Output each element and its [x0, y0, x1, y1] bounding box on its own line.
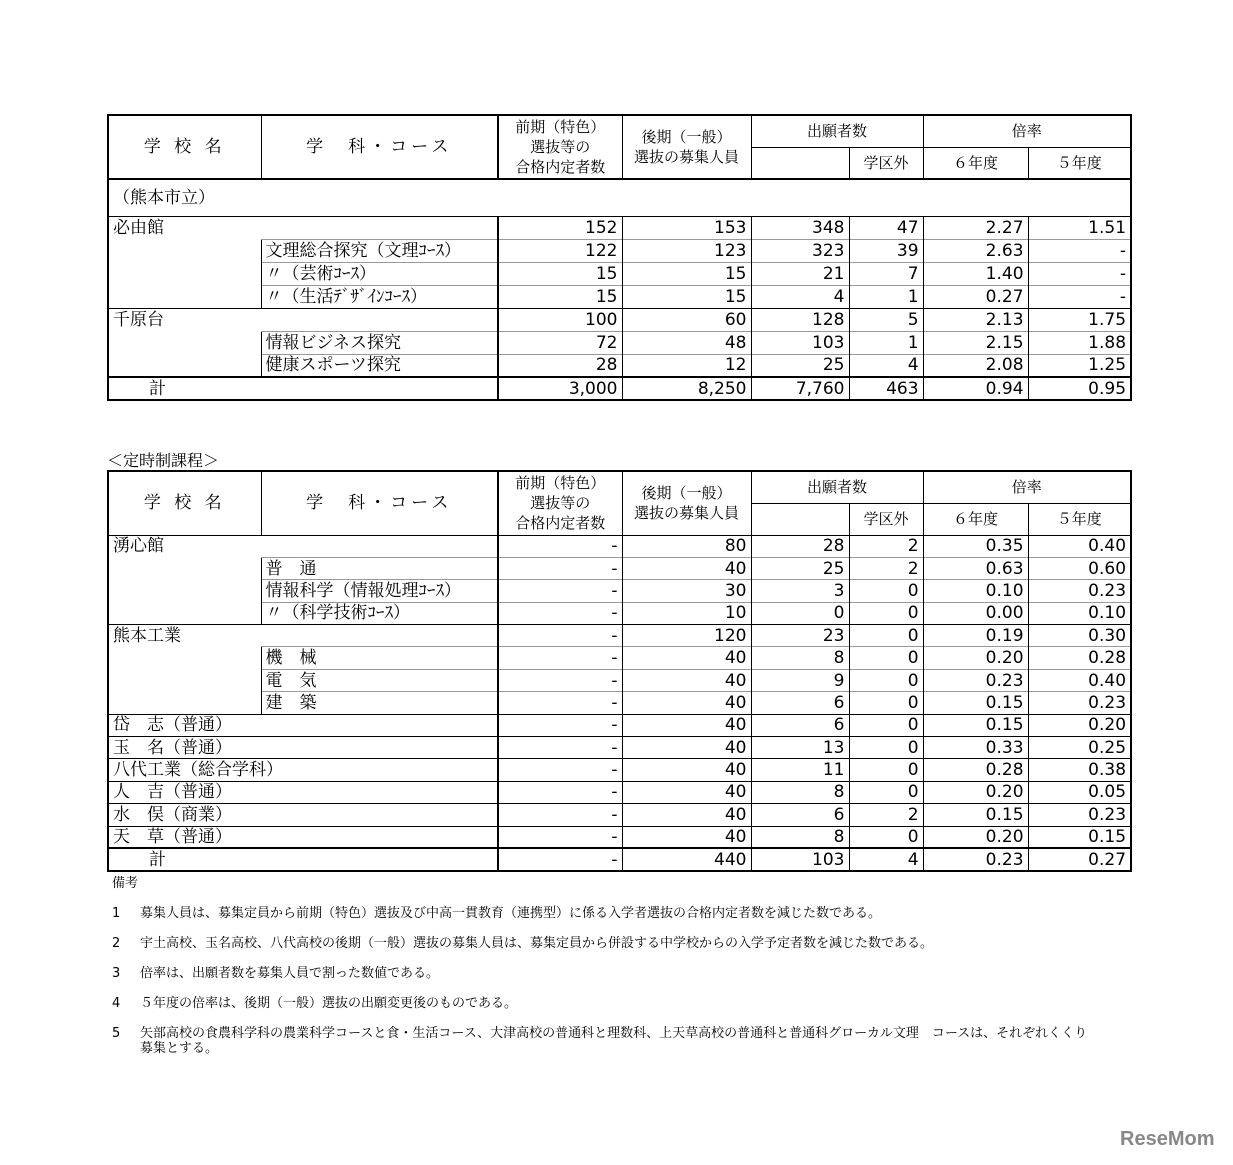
header-late: 後期（一般） 選抜の募集人員	[622, 471, 751, 535]
value-cell: 9	[751, 669, 849, 691]
value-cell: 47	[849, 216, 923, 239]
value-cell: 12	[622, 354, 751, 377]
value-cell: -	[498, 781, 622, 803]
value-cell: 0.30	[1028, 625, 1131, 647]
value-cell: 4	[751, 285, 849, 308]
value-cell: 0.20	[1028, 714, 1131, 736]
group-label: （熊本市立）	[108, 179, 1131, 216]
value-cell: 103	[751, 331, 849, 354]
value-cell: 152	[498, 216, 622, 239]
school-name: 必由館	[108, 216, 498, 239]
note-text: 倍率は、出願者数を募集人員で割った数値である。	[140, 966, 440, 981]
table-row	[108, 216, 1131, 239]
table-row	[108, 826, 1131, 848]
empty-cell	[108, 331, 261, 354]
notes	[112, 876, 1090, 1056]
watermark-logo: ReseMom	[1120, 1128, 1215, 1150]
value-cell: 2	[849, 535, 923, 557]
empty-cell	[108, 692, 261, 714]
value-cell: 40	[622, 647, 751, 669]
value-cell: 0.25	[1028, 737, 1131, 759]
value-cell: 2.13	[923, 308, 1028, 331]
value-cell: 0.20	[923, 647, 1028, 669]
note-number: 4	[112, 996, 121, 1011]
value-cell: 40	[622, 557, 751, 579]
empty-cell	[108, 239, 261, 262]
value-cell: 48	[622, 331, 751, 354]
value-cell: -	[498, 692, 622, 714]
note-item	[112, 936, 1090, 951]
value-cell: 0.19	[923, 625, 1028, 647]
value-cell: 463	[849, 377, 923, 400]
value-cell: 72	[498, 331, 622, 354]
course-name: 〃（生活ﾃﾞｻﾞｲﾝｺｰｽ）	[261, 285, 498, 308]
value-cell: 8	[751, 826, 849, 848]
value-cell: 4	[849, 354, 923, 377]
value-cell: 0.23	[923, 669, 1028, 691]
value-cell: 0	[849, 781, 923, 803]
value-cell: -	[498, 580, 622, 602]
note-text: 募集人員は、募集定員から前期（特色）選抜及び中高一貫教育（連携型）に係る入学者選抜の合格内定者数を減じた数である。	[140, 906, 882, 921]
table-row	[108, 669, 1131, 691]
value-cell: 40	[622, 804, 751, 826]
header-applicants-total	[751, 147, 849, 179]
value-cell: 0	[849, 647, 923, 669]
value-cell: 2.08	[923, 354, 1028, 377]
value-cell: 7	[849, 262, 923, 285]
header-ratio: 倍率	[923, 471, 1131, 503]
value-cell: 13	[751, 737, 849, 759]
value-cell: 2	[849, 557, 923, 579]
value-cell: 0.05	[1028, 781, 1131, 803]
value-cell: 25	[751, 354, 849, 377]
value-cell: 0.15	[1028, 826, 1131, 848]
table-row	[108, 535, 1131, 557]
header-ratio-r5: ５年度	[1028, 147, 1131, 179]
school-name: 人 吉（普通）	[108, 781, 498, 803]
value-cell: 0.15	[923, 714, 1028, 736]
empty-cell	[108, 602, 261, 624]
value-cell: -	[498, 625, 622, 647]
value-cell: 15	[622, 262, 751, 285]
empty-cell	[108, 647, 261, 669]
value-cell: 0.27	[1028, 848, 1131, 870]
value-cell: 153	[622, 216, 751, 239]
school-name: 千原台	[108, 308, 498, 331]
value-cell: 6	[751, 692, 849, 714]
value-cell: -	[498, 602, 622, 624]
header-ratio: 倍率	[923, 115, 1131, 147]
total-label: 計	[108, 377, 498, 400]
header-applicants: 出願者数	[751, 115, 923, 147]
value-cell: 0.94	[923, 377, 1028, 400]
value-cell: 0.95	[1028, 377, 1131, 400]
table-row	[108, 625, 1131, 647]
value-cell: 11	[751, 759, 849, 781]
value-cell: 1	[849, 285, 923, 308]
value-cell: 1.40	[923, 262, 1028, 285]
value-cell: 0.60	[1028, 557, 1131, 579]
note-number: 1	[112, 906, 121, 921]
value-cell: 4	[849, 848, 923, 870]
school-name: 岱 志（普通）	[108, 714, 498, 736]
value-cell: 0.15	[923, 804, 1028, 826]
note-text: 宇土高校、玉名高校、八代高校の後期（一般）選抜の募集人員は、募集定員から併設する中学校からの入学予定者数を減じた数である。	[140, 936, 934, 951]
course-name: 〃（科学技術ｺｰｽ）	[261, 602, 498, 624]
table-row	[108, 239, 1131, 262]
school-name: 玉 名（普通）	[108, 737, 498, 759]
value-cell: 122	[498, 239, 622, 262]
course-name: 情報ビジネス探究	[261, 331, 498, 354]
value-cell: -	[498, 714, 622, 736]
value-cell: -	[498, 737, 622, 759]
header-early: 前期（特色） 選抜等の 合格内定者数	[498, 471, 622, 535]
value-cell: 0	[849, 826, 923, 848]
value-cell: -	[498, 669, 622, 691]
value-cell: 128	[751, 308, 849, 331]
value-cell: 30	[622, 580, 751, 602]
value-cell: 60	[622, 308, 751, 331]
header-course: 学 科・コース	[261, 471, 498, 535]
section-title: ＜定時制課程＞	[107, 451, 220, 470]
value-cell: 0.00	[923, 602, 1028, 624]
empty-cell	[108, 285, 261, 308]
table-row	[108, 759, 1131, 781]
value-cell: 15	[498, 285, 622, 308]
header-outside: 学区外	[849, 503, 923, 535]
table-row	[108, 377, 1131, 400]
value-cell: 0	[849, 669, 923, 691]
value-cell: 8	[751, 781, 849, 803]
value-cell: 2	[849, 804, 923, 826]
note-number: 5	[112, 1026, 121, 1041]
table-row	[108, 308, 1131, 331]
value-cell: 1.51	[1028, 216, 1131, 239]
header-school: 学 校 名	[108, 115, 261, 179]
value-cell: -	[498, 826, 622, 848]
course-name: 建 築	[261, 692, 498, 714]
value-cell: -	[1028, 239, 1131, 262]
value-cell: -	[498, 804, 622, 826]
value-cell: 40	[622, 826, 751, 848]
table-row	[108, 692, 1131, 714]
value-cell: 0	[751, 602, 849, 624]
value-cell: 0.33	[923, 737, 1028, 759]
empty-cell	[108, 557, 261, 579]
school-name: 水 俣（商業）	[108, 804, 498, 826]
value-cell: 0.20	[923, 826, 1028, 848]
empty-cell	[108, 262, 261, 285]
value-cell: 40	[622, 781, 751, 803]
value-cell: 0.10	[1028, 602, 1131, 624]
empty-cell	[108, 354, 261, 377]
value-cell: 40	[622, 759, 751, 781]
table-row	[108, 331, 1131, 354]
value-cell: -	[498, 759, 622, 781]
value-cell: 2.15	[923, 331, 1028, 354]
table-row	[108, 557, 1131, 579]
value-cell: 8	[751, 647, 849, 669]
course-name: 健康スポーツ探究	[261, 354, 498, 377]
table-row	[108, 354, 1131, 377]
school-name: 八代工業（総合学科）	[108, 759, 498, 781]
value-cell: 0.28	[923, 759, 1028, 781]
table-row	[108, 848, 1131, 870]
header-late: 後期（一般） 選抜の募集人員	[622, 115, 751, 179]
table-row	[108, 781, 1131, 803]
value-cell: 1.88	[1028, 331, 1131, 354]
course-name: 電 気	[261, 669, 498, 691]
value-cell: 80	[622, 535, 751, 557]
value-cell: 348	[751, 216, 849, 239]
value-cell: 440	[622, 848, 751, 870]
part-time-table	[107, 470, 1132, 872]
value-cell: 2.63	[923, 239, 1028, 262]
table-row	[108, 580, 1131, 602]
value-cell: 40	[622, 692, 751, 714]
header-ratio-r5: ５年度	[1028, 503, 1131, 535]
school-name: 天 草（普通）	[108, 826, 498, 848]
value-cell: 0.15	[923, 692, 1028, 714]
value-cell: 0.23	[1028, 804, 1131, 826]
value-cell: 0.23	[1028, 580, 1131, 602]
note-item	[112, 966, 1090, 981]
value-cell: -	[498, 647, 622, 669]
value-cell: 1.75	[1028, 308, 1131, 331]
value-cell: 0.38	[1028, 759, 1131, 781]
value-cell: 1	[849, 331, 923, 354]
header-applicants-total	[751, 503, 849, 535]
table-row	[108, 647, 1131, 669]
school-name: 熊本工業	[108, 625, 498, 647]
empty-cell	[108, 580, 261, 602]
school-name: 湧心館	[108, 535, 498, 557]
empty-cell	[108, 669, 261, 691]
value-cell: 0.27	[923, 285, 1028, 308]
table-row	[108, 804, 1131, 826]
value-cell: 0.23	[1028, 692, 1131, 714]
table-row	[108, 262, 1131, 285]
course-name: 〃（芸術ｺｰｽ）	[261, 262, 498, 285]
value-cell: 28	[498, 354, 622, 377]
table-row	[108, 285, 1131, 308]
value-cell: 0.40	[1028, 669, 1131, 691]
value-cell: 23	[751, 625, 849, 647]
value-cell: 120	[622, 625, 751, 647]
table-row	[108, 602, 1131, 624]
value-cell: 0.23	[923, 848, 1028, 870]
header-ratio-r6: ６年度	[923, 147, 1028, 179]
value-cell: -	[498, 557, 622, 579]
header-outside: 学区外	[849, 147, 923, 179]
note-text: ５年度の倍率は、後期（一般）選抜の出願変更後のものである。	[140, 996, 518, 1011]
header-course: 学 科・コース	[261, 115, 498, 179]
value-cell: 2.27	[923, 216, 1028, 239]
value-cell: 28	[751, 535, 849, 557]
note-number: 3	[112, 966, 121, 981]
value-cell: 7,760	[751, 377, 849, 400]
course-name: 普 通	[261, 557, 498, 579]
full-time-table	[107, 114, 1132, 401]
value-cell: 0	[849, 692, 923, 714]
header-applicants: 出願者数	[751, 471, 923, 503]
header-ratio-r6: ６年度	[923, 503, 1028, 535]
value-cell: 39	[849, 239, 923, 262]
table-row	[108, 714, 1131, 736]
course-name: 情報科学（情報処理ｺｰｽ）	[261, 580, 498, 602]
value-cell: 5	[849, 308, 923, 331]
value-cell: 0.10	[923, 580, 1028, 602]
value-cell: 0.20	[923, 781, 1028, 803]
note-item	[112, 906, 1090, 921]
value-cell: -	[498, 535, 622, 557]
course-name: 機 械	[261, 647, 498, 669]
note-item	[112, 996, 1090, 1011]
value-cell: 0.63	[923, 557, 1028, 579]
value-cell: 6	[751, 804, 849, 826]
value-cell: 10	[622, 602, 751, 624]
value-cell: 21	[751, 262, 849, 285]
value-cell: 40	[622, 669, 751, 691]
value-cell: 0	[849, 737, 923, 759]
value-cell: 6	[751, 714, 849, 736]
header-early: 前期（特色） 選抜等の 合格内定者数	[498, 115, 622, 179]
value-cell: 3,000	[498, 377, 622, 400]
notes-title: 備考	[112, 876, 139, 891]
course-name: 文理総合探究（文理ｺｰｽ）	[261, 239, 498, 262]
value-cell: 0	[849, 714, 923, 736]
value-cell: -	[1028, 285, 1131, 308]
value-cell: 0	[849, 625, 923, 647]
value-cell: 25	[751, 557, 849, 579]
value-cell: 103	[751, 848, 849, 870]
value-cell: 15	[498, 262, 622, 285]
note-text: 矢部高校の食農科学科の農業科学コースと食・生活コース、大津高校の普通科と理数科、上天草高校の普通科と普通科グローカル文理 コースは、それぞれくくり募集とする。	[140, 1026, 1088, 1056]
value-cell: 8,250	[622, 377, 751, 400]
value-cell: 40	[622, 714, 751, 736]
value-cell: 40	[622, 737, 751, 759]
header-school: 学 校 名	[108, 471, 261, 535]
table-row	[108, 737, 1131, 759]
value-cell: -	[498, 848, 622, 870]
value-cell: 1.25	[1028, 354, 1131, 377]
value-cell: 0	[849, 580, 923, 602]
value-cell: 123	[622, 239, 751, 262]
value-cell: 100	[498, 308, 622, 331]
note-number: 2	[112, 936, 121, 951]
value-cell: 3	[751, 580, 849, 602]
value-cell: 323	[751, 239, 849, 262]
value-cell: 0.35	[923, 535, 1028, 557]
value-cell: -	[1028, 262, 1131, 285]
note-item	[112, 1026, 1090, 1056]
value-cell: 15	[622, 285, 751, 308]
total-label: 計	[108, 848, 498, 870]
value-cell: 0	[849, 759, 923, 781]
value-cell: 0.40	[1028, 535, 1131, 557]
value-cell: 0	[849, 602, 923, 624]
value-cell: 0.28	[1028, 647, 1131, 669]
